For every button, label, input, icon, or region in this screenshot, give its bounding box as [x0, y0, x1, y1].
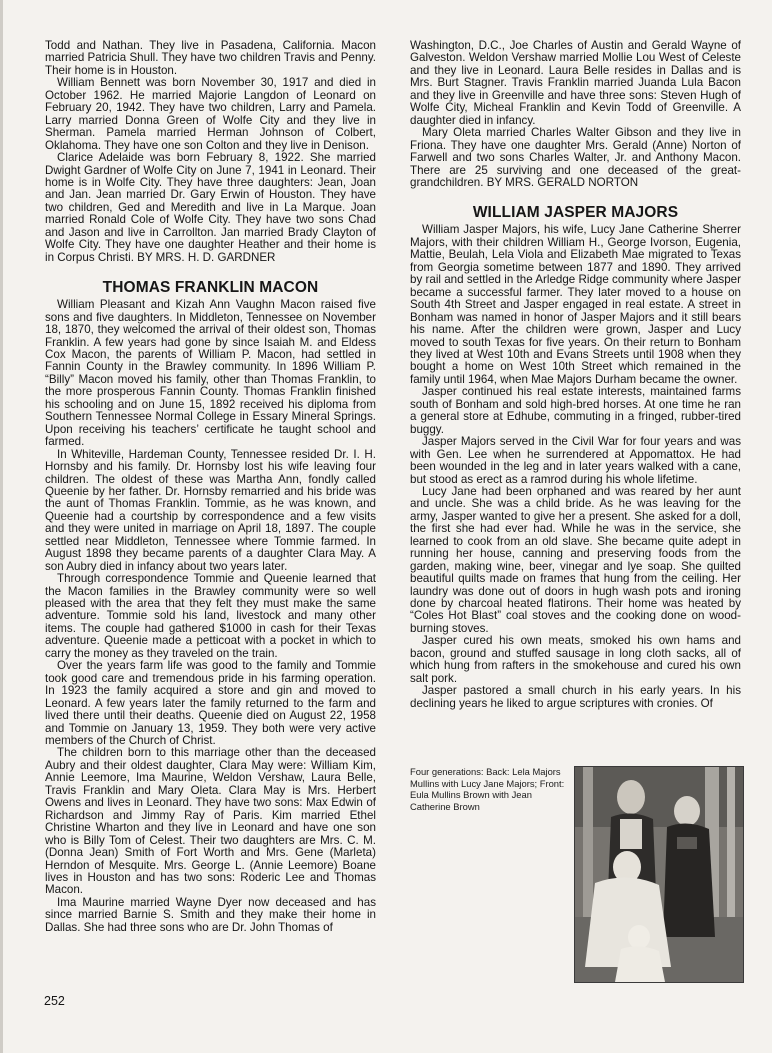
- section-heading: WILLIAM JASPER MAJORS: [472, 204, 679, 222]
- paragraph: Over the years farm life was good to the family and Tommie took good care and tremendous pride in his farming operation. In 1923 the family acquired a store and gin and moved to Leonard. A few years later the family returned to the farm and lived there until their deaths. Queenie died on August 22, 1958 and Tommie on January 13, 1959. They both were very active members of the Church of Christ.: [45, 659, 376, 748]
- right-column: [410, 40, 741, 710]
- paragraph: Jasper continued his real estate interests, maintained farms south of Bonham and sold high-bred horses. At one time he ran a general store at Edhube, commuting in a fringed, rubber-tired buggy.: [410, 385, 741, 436]
- family-photo-image: [575, 767, 743, 982]
- section-heading: THOMAS FRANKLIN MACON: [102, 279, 319, 297]
- paragraph: Clarice Adelaide was born February 8, 1922. She married Dwight Gardner of Wolfe City on June 7, 1941 in Leonard. Their home is in Wolfe City. They have three daughters: Jean, Joan and Jan. Jean married Dr. Gary Erwin of Houston. They have two children, Ged and Meredith and live in La Marque. Joan married Ronald Cole of Wolfe City. They have two sons Chad and Jason and live in Carrollton. Jan married Brady Clayton of Wolfe City. They have one daughter Heather and their home is in Corpus Christi. BY MRS. H. D. GARDNER: [45, 151, 376, 264]
- section-spacer: [45, 264, 376, 278]
- paragraph: Jasper pastored a small church in his early years. In his declining years he liked to argue scriptures with cronies. Of: [410, 684, 741, 710]
- paragraph: The children born to this marriage other than the deceased Aubry and their oldest daughter, Clara May were: William Kim, Annie Leemore, Ima Maurine, Weldon Vershaw, Laura Belle, Travis Franklin and Mary Oleta. Clara May is Mrs. Herbert Owens and lives in Leonard. They have two sons: Max Edwin of Richardson and Jimmy Ray of Paris. Kim married Ethel Christine Wharton and they live in Leonard and have one son who is Billy Tom of Celest. Their two daughters are Mrs. C. M. (Donna Jean) Smith of Fort Worth and Mrs. Gene (Marleta) Herndon of Mesquite. Mrs. George L. (Annie Leemore) Boane lives in Houston and has two sons: Roderic Lee and Thomas Macon.: [45, 746, 376, 897]
- paragraph: Todd and Nathan. They live in Pasadena, California. Macon married Patricia Shull. They have two children Travis and Penny. Their home is in Houston.: [45, 39, 376, 77]
- paragraph: Through correspondence Tommie and Queenie learned that the Macon families in the Brawley community were so well pleased with the area that they felt they must make the same adventure. Tommie sold his land, livestock and many other items. The couple had gathered $1000 in cash for their Texas adventure. Queenie made a petticoat with a pocket in which to carry the money as they traveled on the train.: [45, 572, 376, 660]
- paragraph: Ima Maurine married Wayne Dyer now deceased and has since married Barnie S. Smith and they make their home in Dallas. She had three sons who are Dr. John Thomas of: [45, 895, 376, 934]
- paragraph: Washington, D.C., Joe Charles of Austin and Gerald Wayne of Galveston. Weldon Vershaw married Mollie Lou West of Celeste and they live in Leonard. Laura Belle resides in Dallas and is Mrs. Burt Stagner. Travis Franklin married Juanda Lula Bacon and they live in Greenville and have three sons: Steven Hugh of Wolfe City, Micheal Franklin and Kevin Todd of Greenville. A daughter died in infancy.: [410, 39, 741, 127]
- page-edge: [0, 0, 3, 1053]
- paragraph: Jasper Majors served in the Civil War for four years and was with Gen. Lee when he surrendered at Appomattox. He had been wounded in the leg and in later years walked with a cane, but stood as erect as a ramrod during his whole lifetime.: [410, 435, 741, 486]
- photo-caption: Four generations: Back: Lela Majors Mullins with Lucy Jane Majors; Front: Eula Mullins Brown with Jean Catherine Brown: [410, 766, 565, 812]
- paragraph: Mary Oleta married Charles Walter Gibson and they live in Friona. They have one daughter Mrs. Gerald (Anne) Norton of Farwell and two sons Charles Walter, Jr. and Anthony Macon. There are 25 surviving and one deceased of the great-grandchildren. BY MRS. GERALD NORTON: [410, 126, 741, 189]
- paragraph: Lucy Jane had been orphaned and was reared by her aunt and uncle. She was a child bride. As he was leaving for the army, Jasper wanted to give her a present. She asked for a doll, the first she had ever had. While he was in the service, she learned to cook from an old slave. She became quite adept in running her house, canning and preserving foods from the garden, making wine, beer, vinegar and lye soap. She quilted beautiful quilts made on frames that hung from the ceiling. Her laundry was done out of doors in hugh wash pots and ironing done by charcoal heated flatirons. Their home was heated by “Coles Hot Blast” coal stoves and the cooking done on wood-burning stoves.: [410, 484, 741, 635]
- paragraph: William Pleasant and Kizah Ann Vaughn Macon raised five sons and five daughters. In Middleton, Tennessee on November 18, 1870, they welcomed the arrival of their oldest son, Thomas Franklin. A few years had gone by since Isaiah M. and Eldess Cox Macon, the parents of William P. Macon, had settled in Fannin County in the Brawley community. In 1896 William P. “Billy” Macon moved his family, other than Thomas Franklin, to the more prosperous Fannin County. Thomas Franklin finished his schooling and on June 15, 1892 received his diploma from Southern Tennessee Normal College in Essary Mineral Springs. Upon receiving his teachers’ certificate he taught school and farmed.: [45, 298, 376, 449]
- paragraph: William Jasper Majors, his wife, Lucy Jane Catherine Sherrer Majors, with their children William H., George Ivorson, Eugenia, Mattie, Beulah, Lela Viola and Elizabeth Mae migrated to Texas from Georgia sometime between 1877 and 1890. They arrived by rail and settled in the Arledge Ridge community where Jasper became a successful farmer. They later moved to a house on South 4th Street and Jasper engaged in real estate. A street in Bonham was named in honor of Jasper Majors and it still bears his name. After the children were grown, Jasper and Lucy moved to south Texas for five years. On their return to Bonham they lived at West 10th and Evans Streets until 1908 when they bought a home on West 10th Street which remained in the family until 1964, when Mae Majors Durham became the owner.: [410, 223, 741, 386]
- page-number: 252: [44, 994, 65, 1008]
- paragraph: Jasper cured his own meats, smoked his own hams and bacon, ground and stuffed sausage in long cloth sacks, all of which hung from rafters in the smokehouse and cured his own salt pork.: [410, 634, 741, 685]
- family-photo: [574, 766, 744, 983]
- section-spacer: [410, 189, 741, 203]
- paragraph: William Bennett was born November 30, 1917 and died in October 1962. He married Majorie Langdon of Leonard on February 20, 1942. They have two children, Larry and Pamela. Larry married Donna Green of Wolfe City and they live in Sherman. Pamela married Herman Johnson of Colbert, Oklahoma. They have one son Colton and they live in Denison.: [45, 76, 376, 152]
- paragraph: In Whiteville, Hardeman County, Tennessee resided Dr. I. H. Hornsby and his family. Dr. Hornsby lost his wife leaving four children. The oldest of these was Martha Ann, fondly called Queenie by her father. Dr. Hornsby remarried and his bride was the aunt of Thomas Franklin. Tommie, as he was known, and Queenie had a courtship by correspondence and a few visits and they were united in marriage on April 18, 1897. The couple settled near Middleton, Tennessee where Tommie farmed. In August 1898 they became parents of a daughter Clara May. A son Aubry died in infancy about two years later.: [45, 447, 376, 573]
- left-column: [45, 40, 376, 934]
